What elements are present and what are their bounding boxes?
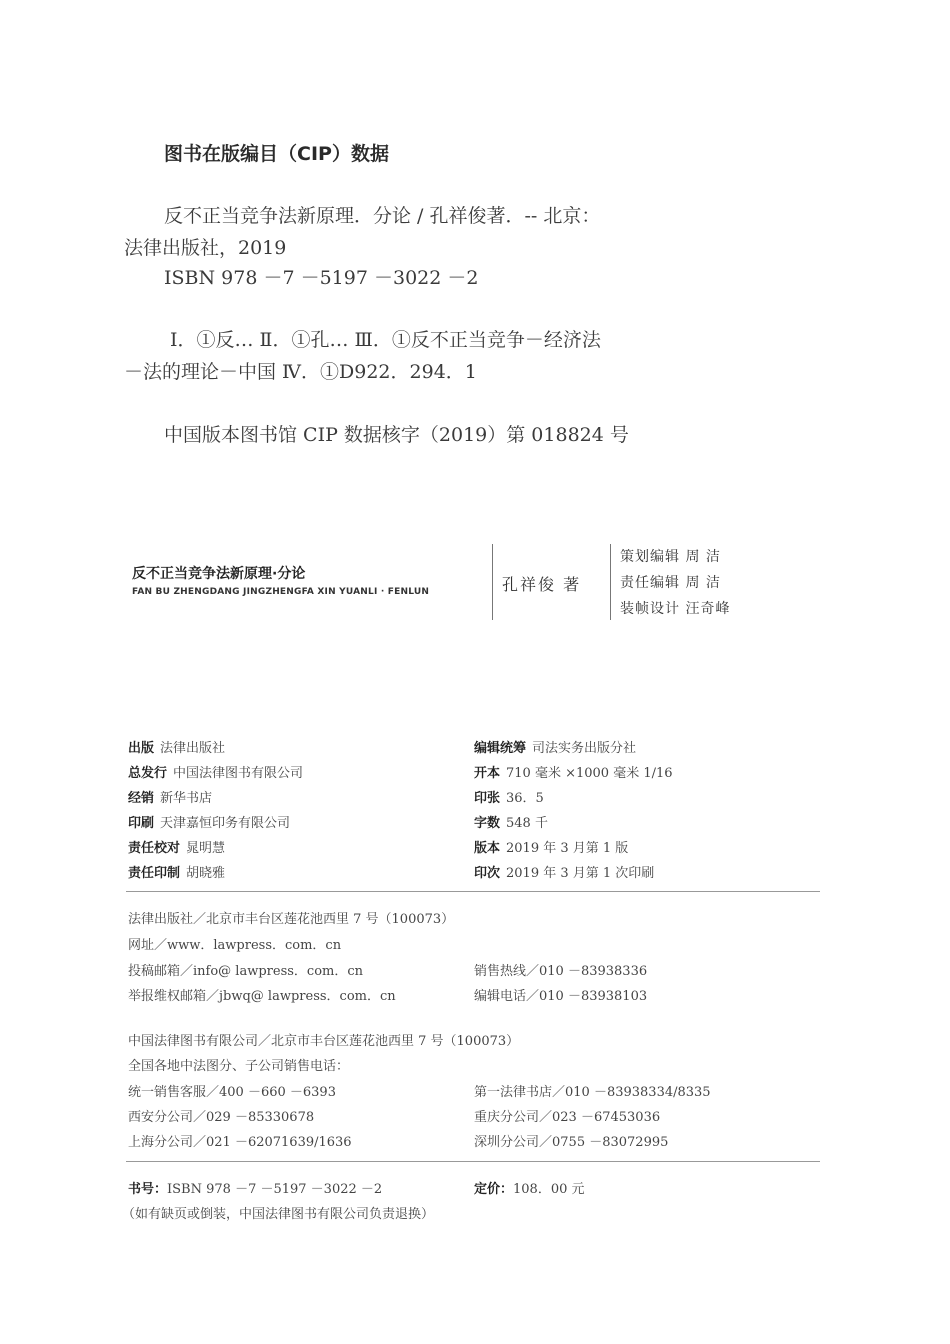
credit-planning-editor	[620, 546, 721, 566]
cip-line-1: 反不正当竞争法新原理．分论 / 孔祥俊著．-- 北京：	[164, 205, 601, 227]
pub-label: 总发行	[128, 766, 168, 781]
book-title-pinyin: FAN BU ZHENGDANG JINGZHENGFA XIN YUANLI · FENLUN	[132, 587, 430, 597]
distribution-left-2: 上海分公司／021 －62071639/1636	[128, 1135, 352, 1150]
credit-role: 装帧设计	[620, 601, 680, 617]
distribution-right-0: 第一法律书店／010 －83938334/8335	[474, 1085, 711, 1100]
pub-value: 胡晓雅	[186, 866, 226, 881]
contact-sales-hotline: 销售热线／010 －83938336	[474, 964, 648, 979]
pub-label: 开本	[474, 766, 501, 781]
pub-left-0	[128, 737, 225, 756]
book-number-value: ISBN 978 －7 －5197 －3022 －2	[167, 1182, 383, 1197]
pub-value: 548 千	[506, 816, 548, 831]
credit-name: 汪奇峰	[685, 601, 731, 617]
cip-line-6: 中国版本图书馆 CIP 数据核字（2019）第 018824 号	[164, 424, 629, 446]
cip-line-2: 法律出版社，2019	[124, 237, 287, 259]
pub-value: 36．5	[506, 791, 544, 806]
pub-value: 2019 年 3 月第 1 版	[506, 841, 629, 856]
return-note: （如有缺页或倒装，中国法律图书有限公司负责退换）	[122, 1207, 435, 1222]
author: 孔祥俊 著	[502, 575, 582, 594]
cip-line-3: ISBN 978 －7 －5197 －3022 －2	[164, 267, 479, 289]
cip-title: 图书在版编目（CIP）数据	[164, 143, 389, 165]
pub-value: 新华书店	[160, 791, 213, 806]
pub-label: 责任校对	[128, 841, 181, 856]
pub-value: 710 毫米 ×1000 毫米 1/16	[506, 766, 673, 781]
price-label: 定价：	[474, 1182, 514, 1197]
book-number-label: 书号：	[128, 1182, 168, 1197]
credit-name: 周 洁	[685, 575, 721, 591]
credit-cover-design	[620, 598, 730, 618]
distribution-right-1: 重庆分公司／023 －67453036	[474, 1110, 661, 1125]
pub-value: 法律出版社	[160, 741, 226, 756]
pub-left-1	[128, 762, 303, 781]
pub-right-4	[474, 837, 628, 856]
divider-vertical-1	[492, 544, 493, 620]
distribution-left-1: 西安分公司／029 －85330678	[128, 1110, 315, 1125]
divider-1	[126, 891, 820, 892]
pub-right-2	[474, 787, 544, 806]
pub-right-0	[474, 737, 636, 756]
pub-label: 编辑统筹	[474, 741, 527, 756]
divider-2	[126, 1161, 820, 1162]
pub-right-1	[474, 762, 673, 781]
pub-label: 经销	[128, 791, 155, 806]
pub-label: 印刷	[128, 816, 155, 831]
contact-report-email: 举报维权邮箱／jbwq@ lawpress．com．cn	[128, 989, 396, 1004]
price	[474, 1178, 585, 1197]
distribution-right-2: 深圳分公司／0755 －83072995	[474, 1135, 669, 1150]
price-value: 108．00 元	[513, 1182, 585, 1197]
pub-value: 2019 年 3 月第 1 次印刷	[506, 866, 655, 881]
pub-label: 责任印制	[128, 866, 181, 881]
pub-value: 中国法律图书有限公司	[173, 766, 304, 781]
pub-value: 天津嘉恒印务有限公司	[160, 816, 291, 831]
pub-value: 司法实务出版分社	[532, 741, 637, 756]
pub-right-5	[474, 862, 654, 881]
pub-label: 印张	[474, 791, 501, 806]
pub-right-3	[474, 812, 548, 831]
pub-label: 出版	[128, 741, 155, 756]
pub-label: 字数	[474, 816, 501, 831]
pub-left-4	[128, 837, 225, 856]
distribution-left-0: 统一销售客服／400 －660 －6393	[128, 1085, 336, 1100]
contact-website: 网址／www．lawpress．com．cn	[128, 938, 342, 953]
pub-left-3	[128, 812, 290, 831]
credit-role: 策划编辑	[620, 549, 680, 565]
contact-address: 法律出版社／北京市丰台区莲花池西里 7 号（100073）	[128, 912, 455, 927]
contact-submission-email: 投稿邮箱／info@ lawpress．com．cn	[128, 964, 363, 979]
pub-label: 印次	[474, 866, 501, 881]
credit-responsible-editor	[620, 572, 721, 592]
book-title: 反不正当竞争法新原理·分论	[132, 566, 306, 582]
credit-role: 责任编辑	[620, 575, 680, 591]
divider-vertical-2	[610, 544, 611, 620]
pub-label: 版本	[474, 841, 501, 856]
pub-left-5	[128, 862, 225, 881]
distribution-address: 中国法律图书有限公司／北京市丰台区莲花池西里 7 号（100073）	[128, 1034, 520, 1049]
distribution-intro: 全国各地中法图分、子公司销售电话：	[128, 1059, 350, 1074]
book-number	[128, 1178, 382, 1197]
pub-value: 晁明慧	[186, 841, 226, 856]
pub-left-2	[128, 787, 212, 806]
contact-editor-phone: 编辑电话／010 －83938103	[474, 989, 648, 1004]
cip-line-4: Ⅰ．①反… Ⅱ．①孔… Ⅲ．①反不正当竞争－经济法	[170, 329, 601, 351]
cip-line-5: －法的理论－中国 Ⅳ．①D922．294．1	[124, 361, 477, 383]
credit-name: 周 洁	[685, 549, 721, 565]
